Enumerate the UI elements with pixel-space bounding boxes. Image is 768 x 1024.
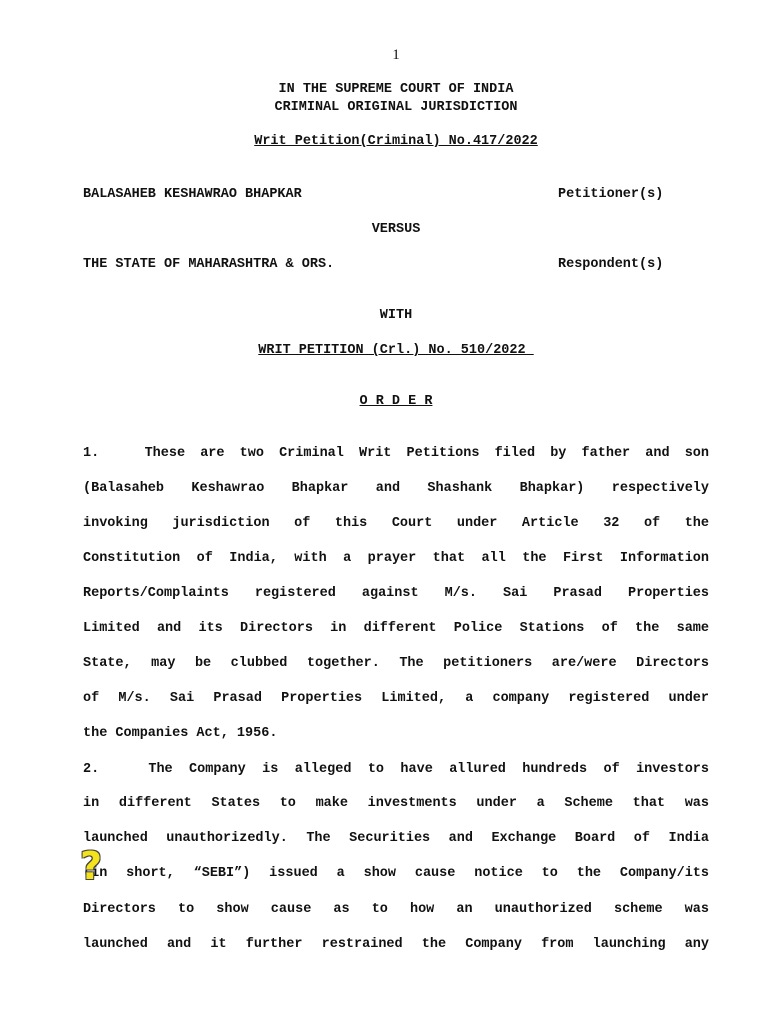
petitioner-name: BALASAHEB KESHAWRAO BHAPKAR — [83, 187, 302, 202]
body-line: Constitution of India, with a prayer that all the First Information — [83, 551, 709, 566]
body-line: Limited and its Directors in different Police Stations of the same — [83, 621, 709, 636]
respondent-role: Respondent(s) — [558, 257, 664, 272]
page-number: 1 — [392, 47, 400, 63]
body-line: 2. The Company is alleged to have allured hundreds of investors — [83, 762, 709, 777]
respondent-name: THE STATE OF MAHARASHTRA & ORS. — [83, 257, 335, 272]
court-heading: IN THE SUPREME COURT OF INDIA — [278, 82, 514, 97]
body-line: invoking jurisdiction of this Court under Article 32 of the — [83, 516, 709, 531]
body-line: 1. These are two Criminal Writ Petitions filed by father and son — [83, 446, 709, 461]
body-line: in different States to make investments under a Scheme that was — [83, 796, 709, 811]
with-label: WITH — [379, 308, 413, 323]
body-line: (in short, “SEBI”) issued a show cause notice to the Company/its — [83, 866, 709, 881]
body-line: launched unauthorizedly. The Securities and Exchange Board of India — [83, 831, 709, 846]
question-mark-icon: ? — [80, 844, 103, 888]
versus-label: VERSUS — [371, 222, 421, 237]
jurisdiction-heading: CRIMINAL ORIGINAL JURISDICTION — [274, 100, 518, 115]
petitioner-role: Petitioner(s) — [558, 187, 664, 202]
body-line: launched and it further restrained the Company from launching any — [83, 937, 709, 952]
body-line: Directors to show cause as to how an unauthorized scheme was — [83, 902, 709, 917]
connected-case-number: WRIT PETITION (Crl.) No. 510/2022 — [258, 343, 534, 358]
body-line: State, may be clubbed together. The petitioners are/were Directors — [83, 656, 709, 671]
body-line: Reports/Complaints registered against M/s. Sai Prasad Properties — [83, 586, 709, 601]
body-line: of M/s. Sai Prasad Properties Limited, a company registered under — [83, 691, 709, 706]
body-line: (Balasaheb Keshawrao Bhapkar and Shashank Bhapkar) respectively — [83, 481, 709, 496]
body-line: the Companies Act, 1956. — [83, 726, 278, 741]
order-title: O R D E R — [359, 394, 433, 409]
case-number: Writ Petition(Criminal) No.417/2022 — [254, 134, 538, 149]
